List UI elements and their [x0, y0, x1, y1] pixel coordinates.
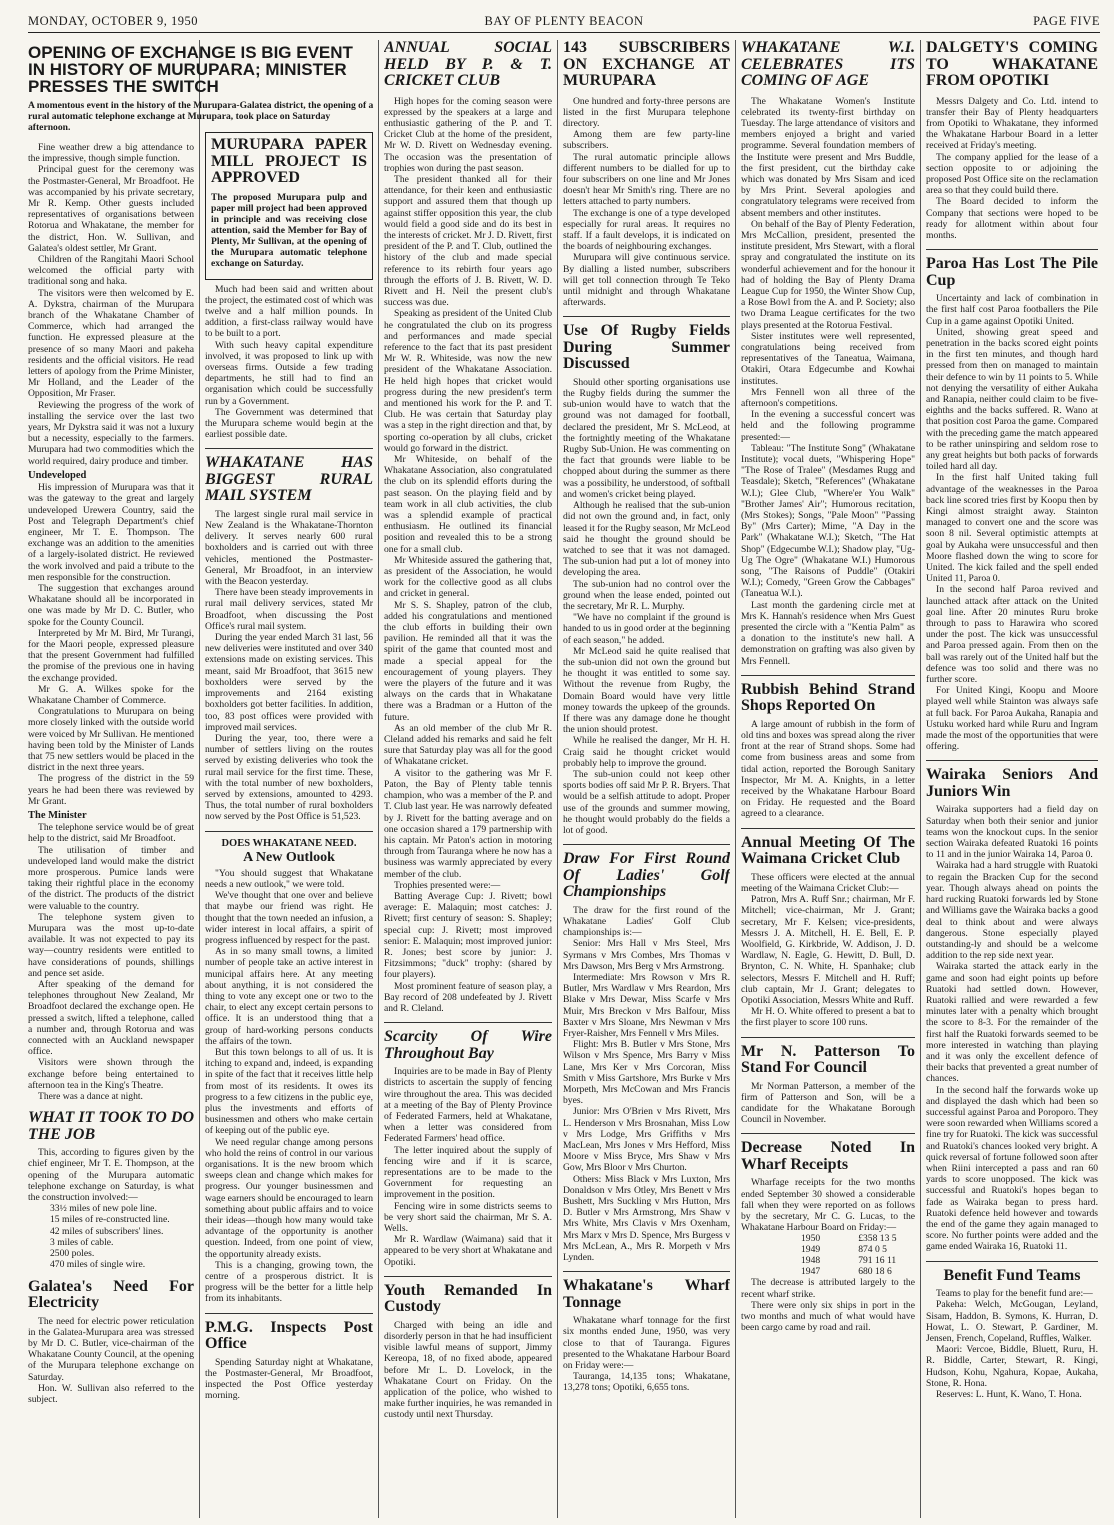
paragraph: But this town belongs to all of us. It is itching to expand and, indeed, is expanding in spite of the fact that it receives little help from most of its residents. It owes its progress to a few citizens in the public eye, plus the investments and efforts of businessmen and others who make certain of keeping out of the public eye. [205, 1046, 373, 1137]
construction-list [28, 1203, 194, 1270]
issue-date: MONDAY, OCTOBER 9, 1950 [28, 14, 198, 28]
article-headline: Decrease Noted In Wharf Receipts [741, 1139, 915, 1173]
article-headline: 143 SUBSCRIBERS ON EXCHANGE AT MURUPARA [563, 40, 730, 89]
table-cell-year: 1950 [801, 1233, 821, 1245]
article-headline: Mr N. Patterson To Stand For Council [741, 1042, 915, 1077]
column-rule [735, 40, 736, 1518]
column-rule [557, 40, 558, 1518]
article-intro: The proposed Murupara pulp and paper mill project had been approved in principle and was receiving close attention, said the Member for Bay of Plenty, Mr Sullivan, at the opening of the Murupara automatic telephone exchange on Saturday. [211, 191, 367, 269]
paragraph: As in so many small towns, a limited number of people take an active interest in municipal affairs here. At any meeting about anything, it is not considered the thing to vote any except one or two to the chair, to elect any except certain persons to office. It is an understood thing that a group of hard-working persons conducts the affairs of the town. [205, 946, 373, 1047]
article-headline: WHAKATANE HAS BIGGEST RURAL MAIL SYSTEM [205, 454, 373, 505]
paragraph: Speaking as president of the United Club he congratulated the club on its progress and performances and made special reference to the fact that its past president Mr W. R. Whiteside, was now the new president of the Whakatane Association. He held high hopes that cricket would progress during the new president's term and mentioned his work for the P. and T. Club. He was certain that Saturday play was a step in the right direction and that, by sporting co-operation by all clubs, cricket would go forward in the district. [384, 308, 552, 454]
list-item: 470 miles of single wire. [50, 1259, 146, 1271]
paragraph: The president thanked all for their attendance, for their keen and enthusiastic support and assured them that though up against stiffer opposition this year, the club would field a good side and do its best in the interests of cricket. Mr J. D. Rivett, first president of the P. and T. Club, outlined the history of the club and made special reference to its rebirth four years ago through the efforts of J. B. Rivett, W. D. Rivett and H. Neil the present club's success was due. [384, 173, 552, 309]
list-item: 33½ miles of new pole line. [50, 1203, 157, 1215]
paragraph: His impression of Murupara was that it was the gateway to the great and largely undeveloped Urewera Country, said the Post and Telegraph Department's chief engineer, Mr T. E. Thompson. The exchange was an addition to the amenities of a largely-isolated district. He reviewed the work involved and paid a tribute to the men responsible for the construction. [28, 482, 194, 583]
paragraph: Principal guest for the ceremony was the Postmaster-General, Mr Broadfoot. He was accompanied by his private secretary, Mr R. Kemp. Other guests included representatives of organisations between Rotorua and Whakatane, the member for the district, Hon. W. Sullivan, and Galatea's oldest settler, Mr Grant. [28, 164, 194, 254]
table-cell-amount: 680 18 6 [858, 1266, 892, 1278]
section-heading: The Minister [28, 809, 87, 821]
paragraph: The sub-union could not keep other sports bodies off said Mr P. R. Bryers. That would be a selfish attitude to adopt. Proper use of the grounds and summer mowing, he thought would probably do the fields a lot of good. [563, 768, 730, 836]
paragraph: Tableau: "The Institute Song" (Whakatane Institute); vocal duets, "Whispering Hope" "The Rose of Tralee" (Mesdames Rugg and Teasdale); Sketch, "References" (Whakatane W.I.); Glee Club, "Where'er You Walk" "Brother James' Air"; Humorous recitation, (Mrs Stokes); Songs, "Pale Moon" "Passing By" (Mrs Carter); Mime, "A Day in the Park" (Whakatane W.I.); Sketch, "The Hat Shop" (Edgecumbe W.I.); Shadow play, "Ug-Ug The Ogre" (Whakatane W.I.) Humorous song, "The Raisons of Puddle" (Otakiri W.I.); Comedy, "Green Grow the Cabbages" (Taneatua W.I.). [741, 442, 915, 600]
paragraph: The draw for the first round of the Whakatane Ladies' Golf Club championships is:— [563, 904, 730, 939]
paragraph: Should other sporting organisations use the Rugby fields during the summer the sub-union would have to watch that the ground was not damaged for football, declared the president, Mr S. McLeod, at the fortnightly meeting of the Whakatane Rugby Sub-Union. He was commenting on the fact that grounds were liable to be chopped about during the summer as there was a possibility, he understood, of softball and women's cricket being played. [563, 376, 730, 500]
paragraph: On behalf of the Bay of Plenty Federation, Mrs McCallion, president, presented the institute president, Mrs Stewart, with a floral spray and congratulated the institute on its wonderful achievement and for the honour it had of holding the Bay of Plenty Drama League Cup for 1950, the Winter Show Cup, a Rose Bowl from the A. and P. Society; also two Drama League certificates for the two plays presented at the Rotorua Festival. [741, 218, 915, 331]
paragraph: In the first half United taking full advantage of the weaknesses in the Paroa back line scored tries first by Koopu then by Kingi almost straight away. Stainton managed to convert one and the score was soon 8 nil. Several optimistic attempts at goal by Aukaha were unsuccessful and then Moore flashed down the wing to score for United. The kick failed and the spell ended United 11, Paroa 0. [926, 472, 1098, 585]
paragraph: Teams to play for the benefit fund are:— [936, 1288, 1093, 1300]
masthead [28, 8, 1100, 33]
column-3 [384, 40, 552, 1518]
paragraph: The company applied for the lease of a section opposite to or adjoining the proposed Post Office site on the reclamation area so that they could build there. [926, 151, 1098, 197]
paragraph: We need regular change among persons who hold the reins of control in our various organisations. It is the new broom which sweeps clean and change which makes for progress. Our younger businessmen and wage earners should be encouraged to learn something about public affairs and to voice their ideas—though how many would take advantage of the opportunity is another question. Indeed, from one point of view, the opportunity already exists. [205, 1136, 373, 1260]
paragraph: During the year ended March 31 last, 56 new deliveries were instituted and over 340 extensions made on existing services. This meant, said Mr Broadfoot, that 3615 new boxholders were served by the improvements and 2164 existing boxholders got better facilities. In addition, too, 83 post offices were provided with improved mail services. [205, 632, 373, 733]
article-headline: ANNUAL SOCIAL HELD BY P. & T. CRICKET CLUB [384, 40, 552, 89]
paragraph: The decrease is attributed largely to the recent wharf strike. [741, 1277, 915, 1300]
paragraph: United, showing great speed and penetration in the backs scored eight points in the first ten minutes, and though hard pressed from then on managed to maintain their defence to win by 11 points to 5. While not denying the versatility of either Aukaha and Ranapia, neither could claim to be five-eighths and the backs suffered. R. Wano at that position cost Paroa the game. Compared with the preceding game the match appeared to be rather uninspiring and seldom rose to any great heights but both packs of forwards toiled hard all day. [926, 326, 1098, 473]
paragraph: The rural automatic principle allows different numbers to be dialled for up to four subscribers on one line and Mr Jones doesn't hear Mr Smith's ring. There are no letters attached to party numbers. [563, 151, 730, 208]
list-item: 15 miles of re-constructed line. [50, 1214, 170, 1226]
paragraph: Trophies presented were:— [394, 879, 501, 891]
paragraph: A visitor to the gathering was Mr F. Paton, the Bay of Plenty table tennis champion, who was a member of the P. and T. Club last year. He was narrowly defeated by J. Rivett for the batting average and on one occasion shared a 179 partnership with his captain. Mr Paton's action in motoring through from Tauranga where he now has a business was warmly appreciated by every member of the club. [384, 767, 552, 880]
paragraph: During the year, too, there were a number of settlers living on the routes served by existing deliveries who took the rural mail service for the first time. These, with the total number of new boxholders, served by extensions, amounted to 4293. Thus, the total number of rural boxholders now served by the Post Office is 51,523. [205, 732, 373, 823]
paragraph: Fine weather drew a big attendance to the impressive, though simple function. [28, 142, 194, 165]
paragraph: Patron, Mrs A. Ruff Snr.; chairman, Mr F. Mitchell; vice-chairman, Mr J. Grant; secretary, Mr F. Kelsen; vice-presidents, Messrs J. A. Mitchell, H. E. Bell, E. P. Woolfield, G. Kirkbride, W. Addison, J. D. Wardlaw, N. Eagle, G. Hewitt, D. Bull, D. Brynton, C. N. White, H. Spanhake; club selectors, Messrs F. Mitchell and H. Ruff; club captain, Mr J. Grant; delegates to Opotiki Association, Messrs White and Ruff. [741, 894, 915, 1006]
paragraph: Much had been said and written about the project, the estimated cost of which was twelve and a half million pounds. In addition, a first-class railway would have to be built to a port. [205, 283, 373, 340]
article-headline: P.M.G. Inspects Post Office [205, 1318, 373, 1353]
list-item: 42 miles of subscribers' lines. [50, 1225, 164, 1237]
paragraph: As an old member of the club Mr R. Cleland added his remarks and said he felt sure that Saturday play was all for the good of Whakatane cricket. [384, 722, 552, 768]
paragraph: Wharfage receipts for the two months ended September 30 showed a considerable fall when they were reported on as follows by the secretary, Mr C. G. Lucas, to the Whakatane Harbour Board on Friday:— [741, 1177, 915, 1234]
column-rule [199, 40, 200, 1518]
paragraph: Mr Whiteside assured the gathering that, as president of the Association, he would work for the collective good as all clubs and cricket in general. [384, 554, 552, 600]
paragraph: "You should suggest that Whakatane needs a new outlook," we were told. [205, 867, 373, 890]
paragraph: Messrs Dalgety and Co. Ltd. intend to transfer their Bay of Plenty headquarters from Opotiki to Whakatane, they informed the Whakatane Harbour Board in a letter received at Friday's meeting. [926, 95, 1098, 152]
paragraph: With such heavy capital expenditure involved, it was proposed to link up with overseas firms. Outside a few trading departments, he still had to find an organisation which could be successfully run by a Government. [205, 339, 373, 407]
paragraph: Mr H. O. White offered to present a bat to the first player to score 100 runs. [741, 1006, 915, 1029]
article-headline: MURUPARA PAPER MILL PROJECT IS APPROVED [211, 136, 367, 186]
article-headline: Scarcity Of Wire Throughout Bay [384, 1028, 552, 1062]
paragraph: Pakeha: Welch, McGougan, Leyland, Sisam, Haddon, B. Symons, K. Hurran, D. Howat, L. O. Stewart, P. Gardiner, M. Jensen, French, Copeland, Ruffles, Walker. [926, 1299, 1098, 1344]
paragraph: The visitors were then welcomed by E. A. Dykstra, chairman of the Murupara branch of the Whakatane Chamber of Commerce, which had arranged the function. He expressed pleasure at the presence of so many Maori and pakeha residents and the official visitors. He read letters of apology from the Prime Minister, Mr Holland, and the Leader of the Opposition, Mr Fraser. [28, 287, 194, 400]
table-cell-amount: 791 16 11 [858, 1255, 897, 1267]
paragraph: For United Kingi, Koopu and Moore played well while Stainton was always safe at full back. For Paroa Aukaha, Ranapia and Ustuku worked hard while Ruru and Ingram made the most of the opportunities that were offering. [926, 685, 1098, 753]
paragraph: The largest single rural mail service in New Zealand is the Whakatane-Thornton delivery. It serves nearly 600 rural boxholders and is carried out with three vehicles, mentioned the Postmaster-General, Mr Broadfoot, in an interview with the Beacon yesterday. [205, 508, 373, 588]
paragraph: Congratulations to Murupara on being more closely linked with the outside world were voiced by Mr Sullivan. He mentioned having been told by the Minister of Lands that 75 new settlers would be placed in the district in the next three years. [28, 706, 194, 774]
lead-intro: A momentous event in the history of the Murupara-Galatea district, the opening of a rural automatic telephone exchange at Murupara, took place on Saturday afternoon. [28, 100, 374, 133]
paragraph: Inquiries are to be made in Bay of Plenty districts to ascertain the supply of fencing wire throughout the area. This was decided at a meeting of the Bay of Plenty Province of Federated Farmers, held at Whakatane, when a letter was considered from Federated Farmers' head office. [384, 1066, 552, 1145]
paragraph: There have been steady improvements in rural mail delivery services, stated Mr Broadfoot, when discussing the Post Office's rural mail system. [205, 587, 373, 632]
table-cell-year: 1948 [801, 1255, 821, 1267]
paragraph: Spending Saturday night at Whakatane, the Postmaster-General, Mr Broadfoot, inspected the Post Office yesterday morning. [205, 1356, 373, 1402]
paragraph: This, according to figures given by the chief engineer, Mr T. E. Thompson, at the opening of the Murupara automatic telephone exchange on Saturday, is what the construction involved:— [28, 1147, 194, 1204]
page-number: PAGE FIVE [1033, 14, 1100, 28]
paragraph: Last month the gardening circle met at Mrs K. Hannah's residence when Mrs Guest presented the circle with a "Kentia Palm" as a donation to the institute's new hall. A demonstration on grafting was also given by Mrs Fennell. [741, 599, 915, 667]
paragraph: Mr S. S. Shapley, patron of the club, added his congratulations and mentioned the club efforts in building their own pavilion. He reminded all that it was the spirit of the game that counted most and made a special appeal for the encouragement of young players. They were the players of the future and it was always on the cards that in Whakatane there was a Bradman or a Hutton of the future. [384, 599, 552, 723]
paper-title: BAY OF PLENTY BEACON [484, 14, 644, 28]
paragraph: Reserves: L. Hunt, K. Wano, T. Hona. [936, 1388, 1082, 1400]
paragraph: Intermediate: Mrs Rowson v Mrs R. Butler, Mrs Wardlaw v Mrs Reardon, Mrs Blake v Mrs Dewar, Miss Scarfe v Mrs Muir, Mrs Breckon v Mrs Balfour, Miss Baxter v Mrs Sloane, Mrs Newman v Mrs Fryer-Raisher, Mrs Fennell v Mrs Miles. [563, 971, 730, 1039]
article-headline: Annual Meeting Of The Waimana Cricket Club [741, 833, 915, 868]
table-cell-amount: £358 13 5 [858, 1233, 897, 1245]
paragraph: Batting Average Cup: J. Rivett; bowl average: E. Malaquin; most catches: J. Rivett; first century of season: S. Shapley; special cup: J. Rivett; most improved senior: E. Malaquin; most improved junior: R. Jones; best score by junior: J. Fitzsimmons; "duck" trophy: (shared by four players). [384, 890, 552, 981]
paragraph: Mr R. Wardlaw (Waimana) said that it appeared to be very short at Whakatane and Opotiki. [384, 1234, 552, 1268]
paragraph: "We have no complaint if the ground is handed to us in good order at the beginning of each season," he added. [563, 612, 730, 646]
paragraph: Maori: Vercoe, Biddle, Bluett, Ruru, H. R. Biddle, Carter, Stewart, R. Kingi, Hudson, Kohu, Ngahura, Kopae, Aukaha, Stone, R. Hona. [926, 1344, 1098, 1389]
paragraph: This is a changing, growing town, the centre of a prosperous district. It is progress will be the better for a little help from its inhabitants. [205, 1259, 373, 1305]
table-cell-year: 1947 [801, 1266, 821, 1278]
paragraph: Fencing wire in some districts seems to be very short said the chairman, Mr S. A. Wells. [384, 1200, 552, 1234]
article-headline: Rubbish Behind Strand Shops Reported On [741, 680, 915, 715]
paragraph: Flight: Mrs B. Butler v Mrs Stone, Mrs Wilson v Mrs Spence, Mrs Barry v Miss Lane, Mrs Ker v Mrs Corcoran, Miss Smith v Miss Gartshore, Mrs Burke v Mrs Morpeth, Mrs McCowan and Mrs Francis byes. [563, 1039, 730, 1107]
paragraph: Among them are few party-line subscribers. [563, 129, 730, 152]
table-row [741, 1233, 915, 1244]
paragraph: Children of the Rangitahi Maori School welcomed the official party with traditional song and haka. [28, 254, 194, 288]
table-cell-amount: 874 0 5 [858, 1244, 887, 1256]
list-item: 3 miles of cable. [50, 1236, 114, 1248]
article-headline: Paroa Has Lost The Pile Cup [926, 255, 1098, 289]
paragraph: The need for electric power reticulation in the Galatea-Murupara area was stressed by Mr D. C. Butler, vice-chairman of the Whakatane County Council, at the opening of the Murupara telephone exchange on Saturday. [28, 1315, 194, 1383]
paragraph: One hundred and forty-three persons are listed in the first Murupara telephone directory. [563, 95, 730, 129]
list-item: 2500 poles. [50, 1248, 95, 1260]
paragraph: Reviewing the progress of the work of installing the service over the last two years, Mr Dykstra said it was not a luxury but a necessity, especially to the farmers. Murupara had two commodities which the world required, dairy produce and timber. [28, 399, 194, 467]
lead-article-header [28, 44, 374, 139]
column-5 [741, 40, 915, 1518]
editorial-kicker: DOES WHAKATANE NEED. [221, 837, 357, 849]
paragraph: The utilisation of timber and undeveloped land would make the district more prosperous. Pumice lands were taking their rightful place in the economy of the district. The products of the district were valuable to the country. [28, 844, 194, 912]
paragraph: In the second half the forwards woke up and displayed the dash which had been so successful against Paroa and Poroporo. They were soon rewarded when Williams scored a fine try for Ruatoki. The kick was successful and Ruatoki's chances looked very bright. A quick reversal of fortune followed soon after when Riini intercepted a pass and ran 60 yards to score unopposed. The kick was successful and Ruatoki's hopes began to fade as Wairaka began to press hard. Ruatoki defence held however and towards the end of the game they again managed to score. No further points were added and the game ended Wairaka 16, Ruatoki 11. [926, 1084, 1098, 1253]
column-rule [920, 40, 921, 1518]
paragraph: Junior: Mrs O'Brien v Mrs Rivett, Mrs L. Henderson v Mrs Brosnahan, Miss Low v Mrs Lodge, Mrs Griffiths v Mrs MacLean, Mrs Jones v Mrs Hefford, Miss Moore v Miss Bryce, Mrs Shaw v Mrs Gow, Mrs Bloor v Mrs Churton. [563, 1106, 730, 1174]
paragraph: In the evening a successful concert was held and the following programme presented:— [741, 409, 915, 443]
paragraph: Mr Norman Patterson, a member of the firm of Patterson and Son, will be a candidate for the Whakatane Borough Council in November. [741, 1080, 915, 1126]
table-row [741, 1266, 915, 1277]
paragraph: Interpreted by Mr M. Bird, Mr Turangi, for the Maori people, expressed pleasure that the present Government had fulfilled the promise of the previous one in having the exchange provided. [28, 627, 194, 684]
column-rule [378, 40, 379, 1518]
paragraph: Mr G. A. Wilkes spoke for the Whakatane Chamber of Commerce. [28, 683, 194, 706]
table-row [741, 1255, 915, 1266]
paragraph: Murupara will give continuous service. By dialling a listed number, subscribers will get toll connection through Te Teko until midnight and through Whakatane afterwards. [563, 252, 730, 309]
paragraph: The telephone system given to Murupara was the most up-to-date available. It was not expected to pay its way—country residents were entitled to have considerations of pounds, shillings and pence set aside. [28, 911, 194, 979]
table-row [741, 1244, 915, 1255]
paragraph: Others: Miss Black v Mrs Luxton, Mrs Donaldson v Mrs Otley, Mrs Benett v Mrs Bushett, Mrs Suckling v Mrs Hutton, Mrs D. Butler v Mrs Armstrong, Mrs Shaw v Mrs White, Mrs Clavis v Mrs Oxenham, Mrs Marx v Mrs D. Spence, Mrs Burgess v Mrs McLean, A., Mrs R. Morpeth v Mrs Lynden. [563, 1173, 730, 1263]
paragraph: Although he realised that the sub-union did not own the ground and, in fact, only leased it for the Rugby season, Mr McLeod said he thought the ground should be watched to see that it was not damaged. The sub-union had put a lot of money into developing the area. [563, 500, 730, 579]
paragraph: Wairaka started the attack early in the game and soon had eight points up before Ruatoki had settled down. However, Ruatoki rallied and were rewarded a few minutes later with a penalty which brought the score to 8-3. For the remainder of the first half the Ruatoki forwards seemed to be more interested in watching than playing and it was only the excellent defence of their backs that prevented a great number of chances. [926, 961, 1098, 1085]
paragraph: The letter inquired about the supply of fencing wire and if it is scarce, representations are to be made to the Government for requesting an improvement in the position. [384, 1144, 552, 1201]
column-6 [926, 40, 1098, 1518]
column-4 [563, 40, 730, 1518]
paragraph: The Whakatane Women's Institute celebrated its twenty-first birthday on Tuesday. The large attendance of visitors and members enjoyed a bright and varied programme. Several foundation members of the Institute were present and Mrs Buddle, the first president, cut the birthday cake which was donated by Mrs Sisam and iced by Mrs Print. Several apologies and congratulatory telegrams were received from absent members and other institutes. [741, 95, 915, 219]
paragraph: A large amount of rubbish in the form of old tins and boxes was spread along the river front at the rear of Strand shops. Some had come from business areas and some from tidal action, reported the Borough Sanitary Inspector, Mr M. A. Knights, in a letter received by the Whakatane Harbour Board on Friday. He requested and the Board agreed to a clearance. [741, 718, 915, 820]
paragraph: Mr McLeod said he quite realised that the sub-union did not own the ground but he thought it was entitled to some say. Without the revenue from Rugby, the Domain Board would have very little money towards the upkeep of the grounds. If there was any damage done he thought the union should protest. [563, 645, 730, 736]
paragraph: While he realised the danger, Mr H. H. Craig said he thought cricket would probably help to improve the ground. [563, 735, 730, 769]
article-headline: WHAKATANE W.I. CELEBRATES ITS COMING OF AGE [741, 40, 915, 89]
paragraph: Charged with being an idle and disorderly person in that he had insufficient visible lawful means of support, Jimmy Kereopa, 18, of no fixed abode, appeared before Mr L. D. Lovelock, in the Whakatane Court on Friday. On the application of the police, who wished to make further inquiries, he was remanded in custody until next Thursday. [384, 1319, 552, 1421]
article-headline: A New Outlook [243, 849, 335, 865]
boxed-article [205, 132, 373, 280]
article-headline: DALGETY'S COMING TO WHAKATANE FROM OPOTIKI [926, 40, 1098, 89]
paragraph: Mrs Fennell won all three of the afternoon's competitions. [741, 386, 915, 409]
paragraph: Mr Whiteside, on behalf of the Whakatane Association, also congratulated the club on its splendid efforts during the past season. On the playing field and by team work in all club activities, the club was a splendid example of practical enthusiasm. He outlined its financial position and revealed this to be a strong one for a small club. [384, 454, 552, 555]
paragraph: Sister institutes were well represented, congratulations being received from representatives of the Taneatua, Waimana, Otakiri, Otara Edgecumbe and Kowhai institutes. [741, 330, 915, 387]
paragraph: Most prominent feature of season play, a Bay record of 208 undefeated by J. Rivett and R. Cleland. [384, 980, 552, 1014]
paragraph: We've thought that one over and believe that maybe our friend was right. He thought that the town needed an infusion, a wider interest in local affairs, a spirit of progress influenced by respect for the past. [205, 890, 373, 946]
table-cell-year: 1949 [801, 1244, 821, 1256]
column-2 [205, 132, 373, 1518]
paragraph: After speaking of the demand for telephones throughout New Zealand, Mr Broadfoot declared the exchange open. He pressed a switch, lifted a telephone, called a number and, through Rotorua and was connected with an Auckland newspaper office. [28, 979, 194, 1058]
paragraph: The progress of the district in the 59 years he had been there was reviewed by Mr Grant. [28, 773, 194, 807]
paragraph: Senior: Mrs Hall v Mrs Steel, Mrs Syrmans v Mrs Combes, Mrs Thomas v Mrs Dawson, Mrs Berg v Mrs Armstrong. [563, 938, 730, 972]
paragraph: The telephone service would be of great help to the district, said Mr Broadfoot. [28, 822, 194, 845]
paragraph: There was a dance at night. [38, 1091, 143, 1103]
paragraph: The suggestion that exchanges around Whakatane should all be incorporated in one was made by Mr D. C. Butler, who spoke for the County Council. [28, 582, 194, 628]
article-headline: Use Of Rugby Fields During Summer Discussed [563, 322, 730, 373]
article-headline: Whakatane's Wharf Tonnage [563, 1277, 730, 1311]
paragraph: There were only six ships in port in the two months and much of what would have been cargo came by road and rail. [741, 1299, 915, 1334]
article-headline: Benefit Fund Teams [943, 1266, 1081, 1284]
lead-headline: OPENING OF EXCHANGE IS BIG EVENT IN HISTORY OF MURUPARA; MINISTER PRESSES THE SWITCH [28, 43, 353, 96]
column-1 [28, 142, 194, 1518]
paragraph: The exchange is one of a type developed especially for rural areas. It requires no staff. If a fault develops, it is indicated on the boards of neighbouring exchanges. [563, 207, 730, 253]
article-headline: Draw For First Round Of Ladies' Golf Championships [563, 850, 730, 901]
paragraph: The sub-union had no control over the ground when the lease ended, pointed out the secretary, Mr R. L. Murphy. [563, 578, 730, 612]
paragraph: Wairaka supporters had a field day on Saturday when both their senior and junior teams won the knockout cups. In the senior section Wairaka defeated Ruatoki 16 points to 11 and in the junior Wairaka 14, Paroa 0. [926, 804, 1098, 861]
paragraph: High hopes for the coming season were expressed by the speakers at a large and enthusiastic gathering of the P. and T. Cricket Club at the home of the president, Mr W. D. Rivett on Wednesday evening. The occasion was the presentation of trophies won during the past season. [384, 95, 552, 174]
paragraph: The Government was determined that the Murupara scheme would begin at the earliest possible date. [205, 406, 373, 441]
article-headline: Galatea's Need For Electricity [28, 1277, 194, 1311]
article-headline: Youth Remanded In Custody [384, 1281, 552, 1316]
paragraph: Uncertainty and lack of combination in the first half cost Paroa footballers the Pile Cup in a game against Opotiki United. [926, 293, 1098, 327]
paragraph: Tauranga, 14,135 tons; Whakatane, 13,278 tons; Opotiki, 6,655 tons. [563, 1371, 730, 1394]
paragraph: The Board decided to inform the Company that sections were hoped to be ready for allotment within about four months. [926, 196, 1098, 241]
paragraph: In the second half Paroa revived and launched attack after attack on the United goal line. After 20 minutes Ruru broke through to pass to Harawira who scored under the post. The kick was unsuccessful and Paroa pressed again. From then on the ball was rarely out of the United half but the defence was too solid and there was no further score. [926, 584, 1098, 686]
article-headline: Wairaka Seniors And Juniors Win [926, 766, 1098, 800]
wharf-receipts-table [741, 1233, 915, 1277]
paragraph: Visitors were shown through the exchange before being entertained to afternoon tea in the King's Theatre. [28, 1057, 194, 1091]
paragraph: These officers were elected at the annual meeting of the Waimana Cricket Club:— [741, 871, 915, 894]
paragraph: Wairaka had a hard struggle with Ruatoki to regain the Bracken Cup for the second year. Though always ahead on points the hard rucking Ruatoki forwards led by Stone and Williams gave the Wairaka backs a good deal to think about and were always dangerous. Stone especially played outstanding-ly and should be a welcome addition to the rep side next year. [926, 860, 1098, 962]
section-heading: Undeveloped [28, 469, 87, 481]
article-headline: WHAT IT TOOK TO DO THE JOB [28, 1109, 194, 1143]
paragraph: Hon. W. Sullivan also referred to the subject. [28, 1382, 194, 1405]
paragraph: Whakatane wharf tonnage for the first six months ended June, 1950, was very close to that of Tauranga. Figures presented to the Whakatane Harbour Board on Friday were:— [563, 1315, 730, 1371]
